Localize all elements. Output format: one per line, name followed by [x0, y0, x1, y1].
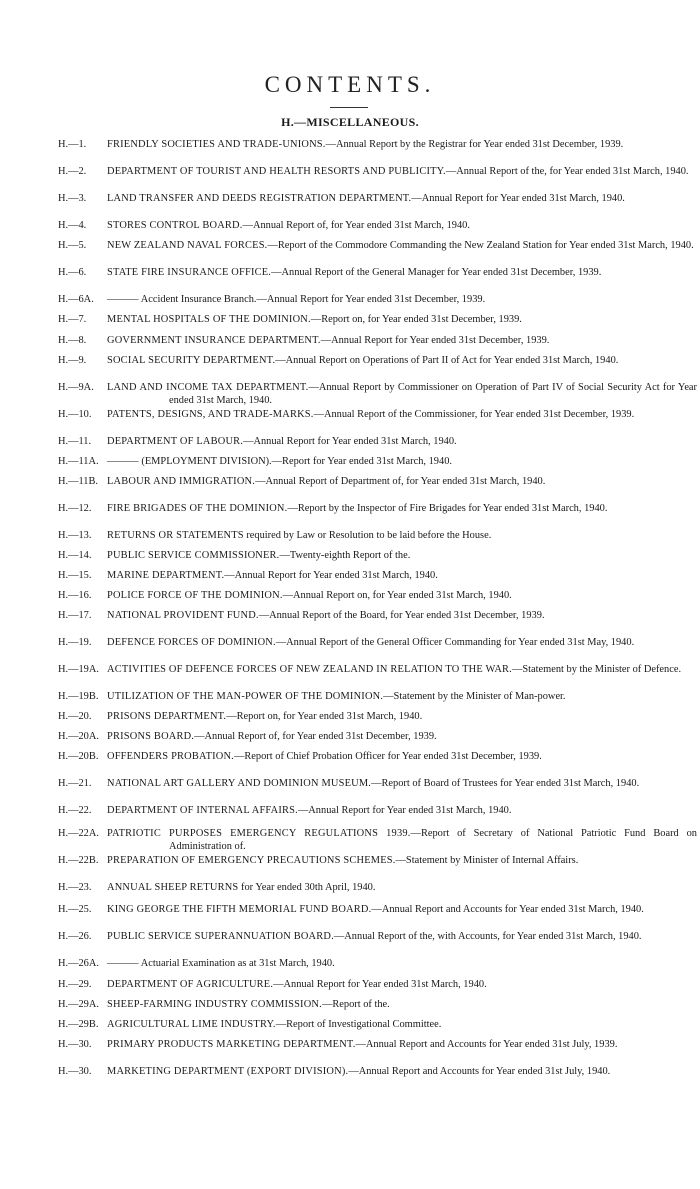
entry-code: H.—22B. — [58, 855, 99, 866]
entry-subject: ACTIVITIES OF DEFENCE FORCES OF NEW ZEALAND IN RELATION TO THE WAR. — [107, 664, 512, 675]
entry-description: —Report by the Inspector of Fire Brigades for Year ended 31st March, 1940. — [287, 503, 608, 514]
entry-description: —Annual Report and Accounts for Year ended 31st July, 1940. — [348, 1066, 611, 1077]
entry-code: H.—9. — [58, 355, 87, 366]
entry-text — [107, 166, 697, 179]
entry-subject: UTILIZATION OF THE MAN-POWER OF THE DOMINION. — [107, 691, 384, 702]
title-rule — [330, 107, 368, 108]
entry-description: —Annual Report for Year ended 31st March, 1940. — [411, 193, 625, 204]
entry-description: —Annual Report and Accounts for Year ended 31st July, 1939. — [355, 1039, 618, 1050]
entry-subject: NATIONAL ART GALLERY AND DOMINION MUSEUM. — [107, 778, 372, 789]
entry-text — [107, 193, 697, 206]
entry-description: —Annual Report for Year ended 31st December, 1939. — [320, 335, 550, 346]
entry-description: —Annual Report and Accounts for Year ended 31st March, 1940. — [371, 904, 644, 915]
entry-subject: MARKETING DEPARTMENT (EXPORT DIVISION). — [107, 1066, 349, 1077]
entry-description: (EMPLOYMENT DIVISION).—Report for Year ended 31st March, 1940. — [138, 456, 452, 467]
entry-code: H.—11B. — [58, 476, 99, 487]
entry-code: H.—10. — [58, 409, 92, 420]
entry-text — [107, 409, 697, 422]
entry-description: —Annual Report of, for Year ended 31st December, 1939. — [194, 731, 437, 742]
entry-code: H.—13. — [58, 530, 92, 541]
entry-subject: FIRE BRIGADES OF THE DOMINION. — [107, 503, 288, 514]
entry-subject: SHEEP-FARMING INDUSTRY COMMISSION. — [107, 999, 322, 1010]
entry-description: —Annual Report of the Commissioner, for Year ended 31st December, 1939. — [313, 409, 635, 420]
entry-code: H.—11. — [58, 436, 92, 447]
entry-subject: GOVERNMENT INSURANCE DEPARTMENT. — [107, 335, 321, 346]
entry-code: H.—29B. — [58, 1019, 99, 1030]
entry-text — [107, 979, 697, 992]
entry-text — [107, 637, 697, 650]
entry-code: H.—7. — [58, 314, 87, 325]
entry-text — [107, 958, 697, 971]
entry-code: H.—26A. — [58, 958, 99, 969]
entry-code: H.—9A. — [58, 382, 94, 393]
entry-text — [107, 855, 697, 868]
entry-text — [107, 294, 697, 307]
entry-text — [107, 751, 697, 764]
entry-description: —Annual Report of the Board, for Year ended 31st December, 1939. — [258, 610, 545, 621]
entry-subject: ——— — [107, 958, 139, 969]
entry-code: H.—20A. — [58, 731, 99, 742]
entry-text — [107, 731, 697, 744]
entry-code: H.—16. — [58, 590, 92, 601]
entry-subject: STORES CONTROL BOARD. — [107, 220, 243, 231]
entry-code: H.—20. — [58, 711, 92, 722]
entry-subject: PRISONS DEPARTMENT. — [107, 711, 227, 722]
entry-description: —Annual Report of the General Officer Commanding for Year ended 31st May, 1940. — [275, 637, 635, 648]
entry-text — [107, 711, 697, 724]
entry-description: —Statement by Minister of Internal Affairs. — [395, 855, 579, 866]
entry-description: —Report of Secretary of National Patriotic Fund Board on Administration of. — [169, 828, 698, 852]
entry-text — [107, 550, 697, 563]
entry-subject: NATIONAL PROVIDENT FUND. — [107, 610, 259, 621]
entry-code: H.—8. — [58, 335, 87, 346]
entry-text — [107, 476, 697, 489]
entry-text — [107, 456, 697, 469]
entry-text — [107, 778, 697, 791]
entry-description: Actuarial Examination as at 31st March, 1940. — [138, 958, 335, 969]
entry-description: —Annual Report of the General Manager for Year ended 31st December, 1939. — [271, 267, 602, 278]
entry-code: H.—20B. — [58, 751, 99, 762]
entry-description: —Annual Report for Year ended 31st March, 1940. — [224, 570, 438, 581]
entry-code: H.—29A. — [58, 999, 99, 1010]
entry-description: required by Law or Resolution to be laid before the House. — [243, 530, 492, 541]
entry-text — [107, 530, 697, 543]
entry-text — [107, 570, 697, 583]
entry-description: —Annual Report of the, with Accounts, for Year ended 31st March, 1940. — [333, 931, 642, 942]
entry-subject: PRIMARY PRODUCTS MARKETING DEPARTMENT. — [107, 1039, 356, 1050]
section-heading: H.—MISCELLANEOUS. — [281, 115, 419, 129]
entry-description: —Annual Report on Operations of Part II of Act for Year ended 31st March, 1940. — [275, 355, 619, 366]
entry-subject: PRISONS BOARD. — [107, 731, 195, 742]
entry-description: —Report on, for Year ended 31st December, 1939. — [310, 314, 522, 325]
entry-description: —Annual Report by Commissioner on Operation of Part IV of Social Security Act for Year ended 31st March, 1940. — [169, 382, 697, 406]
entry-subject: PREPARATION OF EMERGENCY PRECAUTIONS SCHEMES. — [107, 855, 396, 866]
entry-description: —Report of Board of Trustees for Year ended 31st March, 1940. — [371, 778, 640, 789]
entry-code: H.—30. — [58, 1039, 92, 1050]
entry-code: H.—25. — [58, 904, 92, 915]
entry-subject: OFFENDERS PROBATION. — [107, 751, 234, 762]
entry-text — [107, 999, 697, 1012]
entry-subject: RETURNS OR STATEMENTS — [107, 530, 244, 541]
entry-subject: LABOUR AND IMMIGRATION. — [107, 476, 256, 487]
entry-code: H.—6. — [58, 267, 87, 278]
entry-code: H.—23. — [58, 882, 92, 893]
entry-text — [107, 664, 697, 677]
entry-subject: ——— — [107, 456, 139, 467]
entry-subject: STATE FIRE INSURANCE OFFICE. — [107, 267, 272, 278]
entry-subject: DEPARTMENT OF AGRICULTURE. — [107, 979, 274, 990]
entry-description: —Report of Chief Probation Officer for Year ended 31st December, 1939. — [233, 751, 542, 762]
entry-description: —Report of the Commodore Commanding the New Zealand Station for Year ended 31st March, 1940. — [267, 240, 694, 251]
entry-subject: MARINE DEPARTMENT. — [107, 570, 225, 581]
entry-text — [107, 314, 697, 327]
entry-text — [107, 503, 697, 516]
entry-description: Accident Insurance Branch.—Annual Report for Year ended 31st December, 1939. — [138, 294, 486, 305]
entry-description: —Twenty-eighth Report of the. — [279, 550, 411, 561]
entry-code: H.—21. — [58, 778, 92, 789]
entry-code: H.—11A. — [58, 456, 99, 467]
entry-text — [107, 220, 697, 233]
entry-text — [107, 610, 697, 623]
entry-code: H.—1. — [58, 139, 87, 150]
entry-text — [107, 436, 697, 449]
entry-code: H.—22. — [58, 805, 92, 816]
entry-subject: ——— — [107, 294, 139, 305]
entry-subject: PUBLIC SERVICE COMMISSIONER. — [107, 550, 280, 561]
entry-code: H.—15. — [58, 570, 92, 581]
entry-code: H.—14. — [58, 550, 92, 561]
entry-code: H.—5. — [58, 240, 87, 251]
entry-text — [107, 1039, 697, 1052]
entry-code: H.—22A. — [58, 828, 99, 839]
entry-subject: PUBLIC SERVICE SUPERANNUATION BOARD. — [107, 931, 334, 942]
entry-text — [107, 267, 697, 280]
entry-description: —Annual Report of, for Year ended 31st March, 1940. — [242, 220, 470, 231]
entry-text — [107, 382, 697, 407]
entry-description: —Annual Report of Department of, for Year ended 31st March, 1940. — [255, 476, 546, 487]
entry-code: H.—17. — [58, 610, 92, 621]
entry-description: —Report of Investigational Committee. — [275, 1019, 442, 1030]
entry-description: —Annual Report for Year ended 31st March, 1940. — [243, 436, 457, 447]
entry-subject: POLICE FORCE OF THE DOMINION. — [107, 590, 283, 601]
entry-text — [107, 1066, 697, 1079]
entry-subject: ANNUAL SHEEP RETURNS — [107, 882, 239, 893]
entry-code: H.—19A. — [58, 664, 99, 675]
entry-subject: KING GEORGE THE FIFTH MEMORIAL FUND BOARD. — [107, 904, 372, 915]
entry-subject: AGRICULTURAL LIME INDUSTRY. — [107, 1019, 276, 1030]
entry-code: H.—19. — [58, 637, 92, 648]
entry-text — [107, 240, 697, 253]
entry-code: H.—2. — [58, 166, 87, 177]
entry-description: —Statement by the Minister of Man-power. — [383, 691, 566, 702]
entry-subject: NEW ZEALAND NAVAL FORCES. — [107, 240, 268, 251]
entry-subject: LAND TRANSFER AND DEEDS REGISTRATION DEPARTMENT. — [107, 193, 412, 204]
entry-text — [107, 335, 697, 348]
entry-subject: MENTAL HOSPITALS OF THE DOMINION. — [107, 314, 311, 325]
entry-description: for Year ended 30th April, 1940. — [238, 882, 376, 893]
entry-code: H.—26. — [58, 931, 92, 942]
entry-text — [107, 1019, 697, 1032]
entry-description: —Statement by the Minister of Defence. — [511, 664, 682, 675]
entry-description: —Report of the. — [321, 999, 390, 1010]
entry-subject: DEPARTMENT OF INTERNAL AFFAIRS. — [107, 805, 298, 816]
entry-subject: DEPARTMENT OF LABOUR. — [107, 436, 244, 447]
entry-description: —Annual Report of the, for Year ended 31st March, 1940. — [445, 166, 689, 177]
entry-text — [107, 931, 697, 944]
entry-code: H.—12. — [58, 503, 92, 514]
entry-text — [107, 691, 697, 704]
entry-text — [107, 355, 697, 368]
entry-text — [107, 590, 697, 603]
entry-subject: DEPARTMENT OF TOURIST AND HEALTH RESORTS AND PUBLICITY. — [107, 166, 446, 177]
entry-text — [107, 828, 697, 853]
entry-subject: DEFENCE FORCES OF DOMINION. — [107, 637, 276, 648]
entry-description: —Annual Report on, for Year ended 31st March, 1940. — [282, 590, 512, 601]
entry-code: H.—6A. — [58, 294, 94, 305]
page-title: CONTENTS. — [264, 72, 436, 97]
entry-subject: SOCIAL SECURITY DEPARTMENT. — [107, 355, 276, 366]
entry-text — [107, 139, 697, 152]
entry-description: —Annual Report for Year ended 31st March, 1940. — [297, 805, 512, 816]
entry-subject: FRIENDLY SOCIETIES AND TRADE-UNIONS. — [107, 139, 326, 150]
entry-subject: LAND AND INCOME TAX DEPARTMENT. — [107, 382, 309, 393]
entry-description: —Report on, for Year ended 31st March, 1940. — [226, 711, 423, 722]
entry-code: H.—4. — [58, 220, 87, 231]
entry-text — [107, 882, 697, 895]
entry-text — [107, 805, 697, 818]
entry-subject: PATENTS, DESIGNS, AND TRADE-MARKS. — [107, 409, 314, 420]
entry-code: H.—30. — [58, 1066, 92, 1077]
entry-description: —Annual Report by the Registrar for Year ended 31st December, 1939. — [325, 139, 624, 150]
entry-text — [107, 904, 697, 917]
entry-description: —Annual Report for Year ended 31st March, 1940. — [273, 979, 487, 990]
entry-code: H.—29. — [58, 979, 92, 990]
entry-code: H.—19B. — [58, 691, 99, 702]
entry-code: H.—3. — [58, 193, 87, 204]
entry-subject: PATRIOTIC PURPOSES EMERGENCY REGULATIONS 1939. — [107, 828, 411, 839]
